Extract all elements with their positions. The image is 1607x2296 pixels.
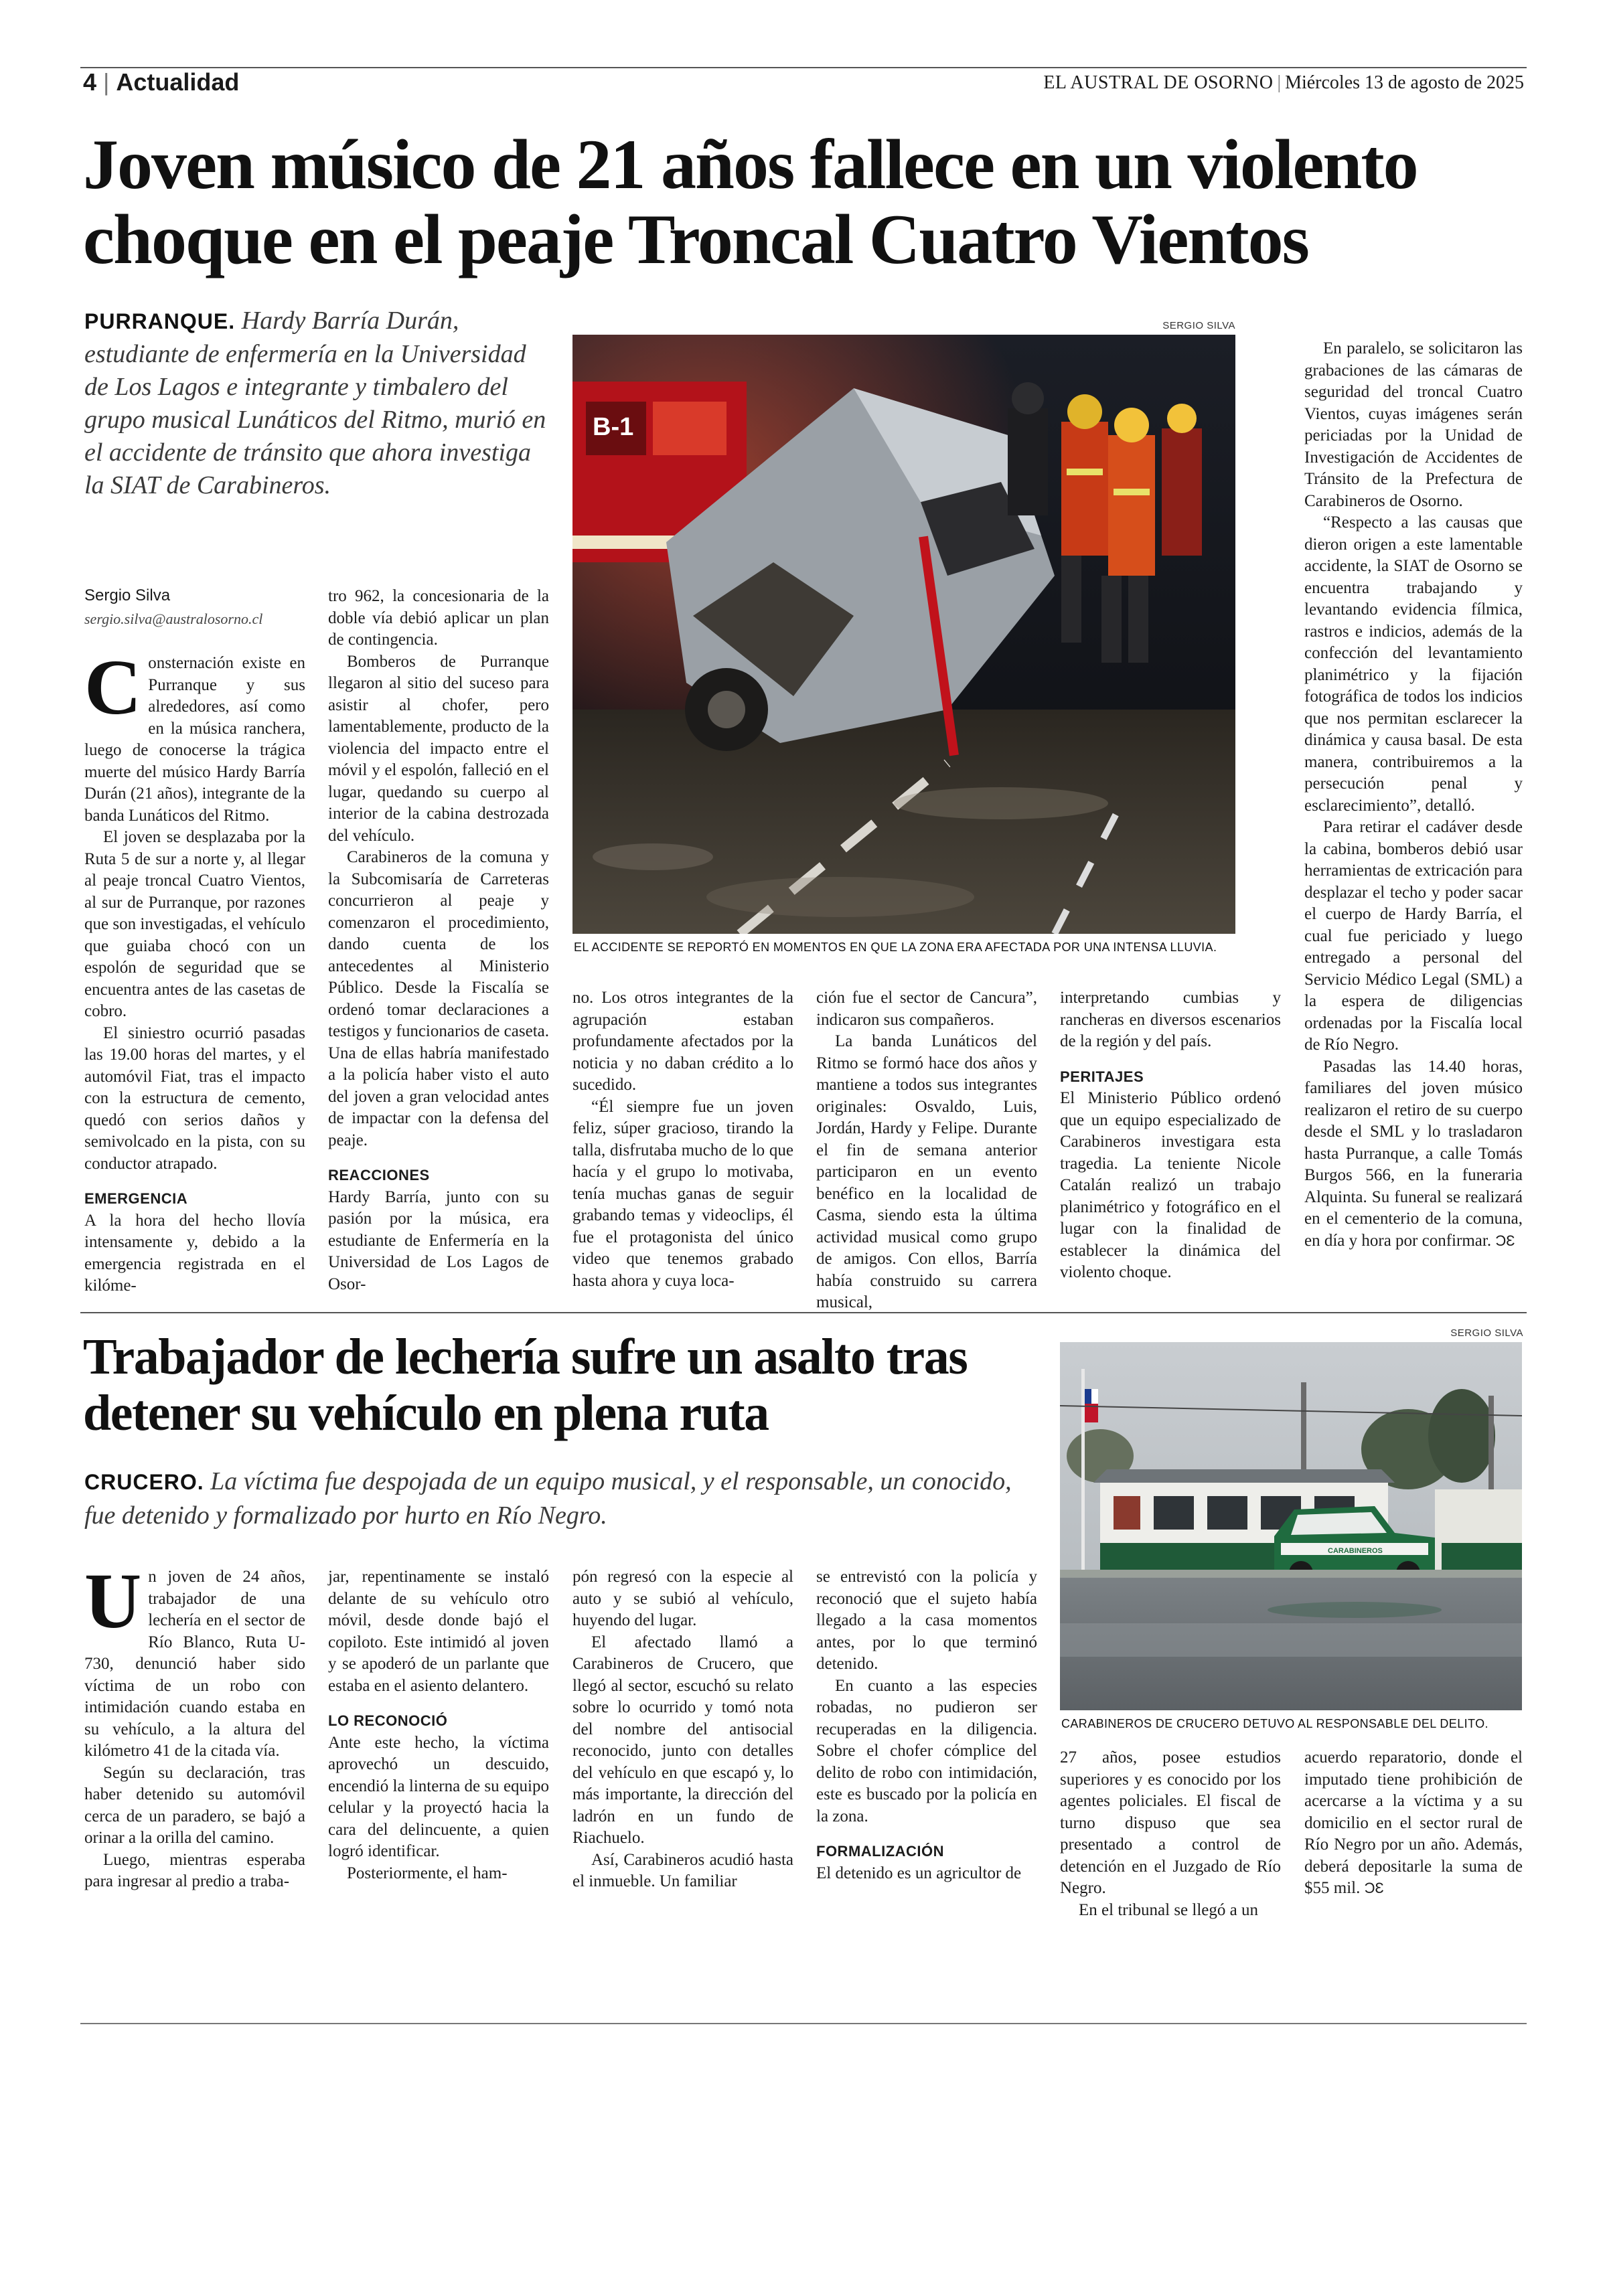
story1-col6-p1: En paralelo, se solicitaron las grabaciones de las cámaras de seguridad del troncal Cuatro Vientos, cuyas imágenes serán periciadas por la Unidad de Investigación de Accidentes de Tránsito de la Prefectura de Carabineros de Osorno. — [1304, 339, 1523, 510]
story2-column-3 — [572, 1566, 793, 1893]
story1-photo-credit: SERGIO SILVA — [1162, 320, 1235, 331]
story1-subhead-emergencia: EMERGENCIA — [84, 1190, 188, 1207]
story1-lead — [84, 305, 546, 502]
story1-col1-p1: onsternación existe en Purranque y sus alrededores, así como en la música ranchera, luego de conocerse la trágica muerte del músico Hardy Barría Durán (21 años), integrante de la banda Lunáticos del Ritmo. — [84, 654, 305, 825]
publication-info: EL AUSTRAL DE OSORNO | Miércoles 13 de agosto de 2025 — [1043, 72, 1524, 93]
story2-col3-p1: pón regresó con la especie al auto y se subió al vehículo, huyendo del lugar. — [572, 1568, 793, 1629]
story2-col2-p1: jar, repentinamente se instaló delante de su vehículo otro móvil, desde donde bajó el copiloto. Este intimidó al joven y se apoderó de un parlante que estaba en el asiento delantero. — [328, 1568, 549, 1695]
bottom-rule — [80, 2023, 1527, 2024]
story1-column-1 — [84, 643, 305, 1297]
story1-col2-p3: Carabineros de la comuna y la Subcomisaría de Carreteras concurrieron al peaje y comenzaron el procedimiento, dando cuenta de los antecedentes al Ministerio Público. Desde la Fiscalía se ordenó tomar declaraciones a testigos y funcionarios de caseta. Una de ellas habría manifestado a la policía haber visto el auto del joven a gran velocidad antes de impactar con la defensa del peaje. — [328, 848, 549, 1149]
story2-col2-p2: Ante este hecho, la víctima aprovechó un descuido, encendió la linterna de su equipo celular y la proyectó hacia la cara del delincuente, a quien logró identificar. — [328, 1733, 549, 1860]
story1-crash-photo — [572, 335, 1235, 934]
story2-col6-p1: acuerdo reparatorio, donde el imputado tiene prohibición de acercarse a la víctima y a su domicilio en el sector rural de Río Negro por un año. Además, deberá depositarle la suma de $55 mil. — [1304, 1748, 1523, 1897]
story2-column-1 — [84, 1557, 305, 1893]
story2-col1-p2: Según su declaración, tras haber detenido su automóvil cerca de un paradero, se bajó a orinar a la orilla del camino. — [84, 1763, 305, 1847]
story1-col2-p2: Bomberos de Purranque llegaron al sitio del suceso para asistir al chofer, pero lamentablemente, producto de la violencia del impacto entre el móvil y el espolón, falleció en el lugar, quedando su cuerpo al interior de la cabina destrozada del vehículo. — [328, 652, 549, 845]
story1-col4-p2: La banda Lunáticos del Ritmo se formó hace dos años y mantiene a todos sus integrantes originales: Osvaldo, Luis, Jordán, Hardy y Felipe. Durante el fin de semana anterior participaron en un evento benéfico en la localidad de Casma, siendo esta la última actividad musical como grupo de amigos. Con ellos, Barría había construido su carrera musical, — [816, 1032, 1037, 1311]
story1-subhead-reacciones: REACCIONES — [328, 1167, 430, 1183]
story1-photo-caption: EL ACCIDENTE SE REPORTÓ EN MOMENTOS EN QUE LA ZONA ERA AFECTADA POR UNA INTENSA LLUVIA. — [574, 940, 1217, 954]
story1-kicker: PURRANQUE. — [84, 309, 236, 333]
story2-dropcap: U — [84, 1557, 142, 1645]
story1-col5-p1: interpretando cumbias y rancheras en diversos escenarios de la región y del país. — [1060, 989, 1281, 1050]
page-number: 4 — [83, 68, 97, 96]
header-rule — [80, 67, 1527, 68]
story2-col3-p2: El afectado llamó a Carabineros de Crucero, que llegó al sector, escuchó su relato sobre lo ocurrido y tomó nota del nombre del antisocial reconocido, junto con detalles del vehículo en que escapó y, lo más importante, la dirección del ladrón en un fundo de Riachuelo. — [572, 1633, 793, 1847]
story1-author-email: sergio.silva@australosorno.cl — [84, 610, 263, 627]
story1-col2-p1: tro 962, la concesionaria de la doble vía debió aplicar un plan de contingencia. — [328, 587, 549, 649]
story2-lead — [84, 1465, 1049, 1532]
story2-end-mark: ƆƐ — [1364, 1880, 1384, 1896]
story-divider — [80, 1312, 1527, 1313]
story2-col1-p3: Luego, mientras esperaba para ingresar al predio a traba- — [84, 1850, 305, 1890]
section-name: Actualidad — [116, 68, 240, 96]
story1-column-3 — [572, 987, 793, 1292]
story1-col3-p2: “Él siempre fue un joven feliz, súper gracioso, tirando la talla, disfrutaba mucho de lo que hacía y el grupo lo motivaba, tenía muchas ganas de seguir grabando temas y videoclips, él fue el protagonista del único video que tenemos grabado hasta ahora y cuya loca- — [572, 1097, 793, 1290]
story2-headline: Trabajador de lechería sufre un asalto tras detener su vehículo en plena ruta — [83, 1329, 968, 1441]
story1-col1-p2: El joven se desplazaba por la Ruta 5 de sur a norte y, al llegar al peaje troncal Cuatro Vientos, al sur de Purranque, por razones que son investigadas, el vehículo que guiaba chocó con un espolón de seguridad que se encuentra antes de las casetas de cobro. — [84, 828, 305, 1020]
story1-subhead-peritajes: PERITAJES — [1060, 1068, 1144, 1085]
story1-column-4 — [816, 987, 1037, 1314]
story2-col4-p3: El detenido es un agricultor de — [816, 1864, 1022, 1882]
story2-column-5 — [1060, 1747, 1281, 1921]
story2-column-2 — [328, 1566, 549, 1884]
story2-lead-text: La víctima fue despojada de un equipo musical, y el responsable, un conocido, fue detenido y formalizado por hurto en Río Negro. — [84, 1467, 1012, 1530]
story2-col4-p1: se entrevistó con la policía y reconoció que el sujeto había llegado a la casa momentos antes, por lo que terminó detenido. — [816, 1568, 1037, 1673]
story1-col6-p2: “Respecto a las causas que dieron origen a este lamentable accidente, la SIAT de Osorno se encuentra trabajando y levantando evidencia fílmica, rastros e indicios, además de la confección del levantamiento planimétrico y la fijación fotográfica de todos los indicios que nos permitan esclarecer la dinámica y causa basal. De esta manera, contribuiremos a la persecución penal y esclarecimiento”, detalló. — [1304, 513, 1523, 815]
story2-col1-p1: n joven de 24 años, trabajador de una lechería en el sector de Río Blanco, Ruta U-730, denunció haber sido víctima de un robo con intimidación cuando estaba en su vehículo, a la altura del kilómetro 41 de la citada vía. — [84, 1568, 305, 1760]
story1-col1-p3: El siniestro ocurrió pasadas las 19.00 horas del martes, y el automóvil Fiat, tras el impacto con la estructura de cemento, quedó con serios daños y semivolcado en la pista, con su conductor atrapado. — [84, 1023, 305, 1173]
story2-col5-p2: En el tribunal se llegó a un — [1079, 1900, 1258, 1919]
story1-lead-text: Hardy Barría Durán, estudiante de enfermería en la Universidad de Los Lagos e integrante y timbalero del grupo musical Lunáticos del Ritmo, murió en el accidente de tránsito que ahora investiga la SIAT de Carabineros. — [84, 307, 546, 499]
story2-col3-p3: Así, Carabineros acudió hasta el inmueble. Un familiar — [572, 1850, 793, 1890]
page-section-label: 4 | Actualidad — [83, 68, 240, 96]
story2-col5-p1: 27 años, posee estudios superiores y es conocido por los agentes policiales. El fiscal de turno dispuso que sea presentado a control de detención en el Juzgado de Río Negro. — [1060, 1748, 1281, 1897]
story1-col6-p3: Para retirar el cadáver desde la cabina, bomberos debió usar herramientas de extricación para desplazar el techo y poder sacar el cuerpo de Hardy Barría, el cual fue periciado y luego entregado a personal del Servicio Médico Legal (SML) a la espera de diligencias ordenadas por la Fiscalía local de Río Negro. — [1304, 818, 1523, 1054]
story1-col5-p2: El Ministerio Público ordenó que un equipo especializado de Carabineros investigara esta tragedia. La teniente Nicole Catalán realizó un trabajo planimétrico y fotográfico en el lugar con la finalidad de establecer la dinámica del violento choque. — [1060, 1089, 1281, 1281]
story2-subhead-formalizacion: FORMALIZACIÓN — [816, 1843, 945, 1860]
story1-headline: Joven músico de 21 años fallece en un violento choque en el peaje Troncal Cuatro Vientos — [83, 125, 1418, 278]
story1-column-5 — [1060, 987, 1281, 1284]
story1-dropcap: C — [84, 643, 142, 731]
story2-column-6 — [1304, 1747, 1523, 1900]
story2-col4-p2: En cuanto a las especies robadas, no pudieron ser recuperadas en la diligencia. Sobre el chofer cómplice del delito de robo con intimidación, este es buscado por la policía en la zona. — [816, 1676, 1037, 1825]
story1-col6-p4: Pasadas las 14.40 horas, familiares del joven músico realizaron el retiro de su cuerpo desde el SML y lo trasladaron hasta Purranque, a calle Tomás Burgos 566, en la funeraria Alquinta. Su funeral se realizará en el cementerio de la comuna, en día y hora por confirmar. ƆƐ — [1304, 1057, 1523, 1250]
story1-col1-p4: A la hora del hecho llovía intensamente y, debido a la emergencia registrada en el kilóme- — [84, 1211, 305, 1295]
story2-col2-p3: Posteriormente, el ham- — [347, 1864, 508, 1882]
publication-date: Miércoles 13 de agosto de 2025 — [1285, 72, 1524, 93]
svg-text:B-1: B-1 — [593, 413, 634, 441]
story1-col4-p1: ción fue el sector de Cancura”, indicaron sus compañeros. — [816, 989, 1037, 1029]
story1-byline: Sergio Silva — [84, 586, 171, 604]
story2-column-4 — [816, 1566, 1037, 1884]
story1-column-2 — [328, 586, 549, 1295]
story2-subhead-lo-reconocio: LO RECONOCIÓ — [328, 1712, 448, 1729]
story1-column-6 — [1304, 338, 1523, 1252]
story1-col3-p1: no. Los otros integrantes de la agrupación estaban profundamente afectados por la noticia y no daban crédito a lo sucedido. — [572, 989, 793, 1094]
story2-photo-caption: CARABINEROS DE CRUCERO DETUVO AL RESPONSABLE DEL DELITO. — [1061, 1717, 1488, 1730]
story2-photo-credit: SERGIO SILVA — [1450, 1327, 1523, 1339]
police-car-label: CARABINEROS — [1328, 1547, 1383, 1555]
story2-kicker: CRUCERO. — [84, 1470, 204, 1494]
story1-end-mark: ƆƐ — [1495, 1232, 1515, 1249]
publication-name: EL AUSTRAL DE OSORNO — [1043, 72, 1274, 93]
story1-col2-p4: Hardy Barría, junto con su pasión por la música, era estudiante de Enfermería en la Universidad de Los Lagos de Osor- — [328, 1187, 549, 1293]
story2-police-photo — [1060, 1342, 1522, 1710]
